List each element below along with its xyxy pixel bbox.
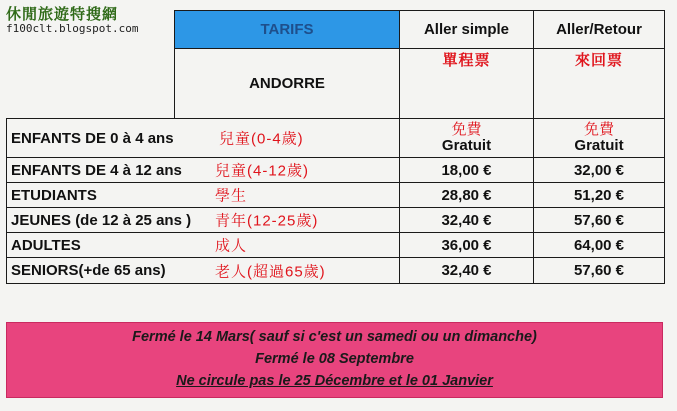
- watermark-url: f100clt.blogspot.com: [6, 22, 139, 36]
- price-cell-retour: 32,00 €: [534, 158, 665, 183]
- col-subheader-retour-zh: 來回票: [534, 49, 665, 119]
- destination-label: ANDORRE: [175, 49, 400, 119]
- table-row: [7, 183, 665, 208]
- table-row: [7, 158, 665, 183]
- price-cell-simple: 36,00 €: [400, 233, 534, 258]
- watermark-title: 休閒旅遊特搜網: [6, 5, 119, 23]
- table-row: [7, 233, 665, 258]
- category-label-zh: 青年(12-25歲): [215, 212, 319, 230]
- category-label: ADULTES: [11, 236, 81, 254]
- category-label-zh: 成人: [215, 237, 248, 255]
- price-cell-retour: 57,60 €: [534, 208, 665, 233]
- category-cell: [7, 258, 400, 284]
- col-header-aller-retour: Aller/Retour: [534, 11, 665, 49]
- table-row: [7, 258, 665, 284]
- price-cell-retour: 51,20 €: [534, 183, 665, 208]
- price-cell-simple: [400, 119, 534, 158]
- category-label: ENFANTS DE 4 à 12 ans: [11, 161, 182, 179]
- price-cell-simple: 32,40 €: [400, 258, 534, 284]
- price-cell-simple: 28,80 €: [400, 183, 534, 208]
- price-value: Gratuit: [574, 137, 624, 154]
- closure-notice: [6, 322, 663, 398]
- table-row: [7, 208, 665, 233]
- category-cell: [7, 119, 400, 158]
- price-cell-retour: [534, 119, 665, 158]
- blank-cell: [7, 49, 175, 119]
- category-label: ETUDIANTS: [11, 186, 97, 204]
- price-cell-retour: 57,60 €: [534, 258, 665, 284]
- price-cell-simple: 18,00 €: [400, 158, 534, 183]
- category-label-zh: 兒童(0-4歲): [219, 130, 304, 148]
- category-cell: [7, 183, 400, 208]
- blank-cell: [7, 11, 175, 49]
- free-label-zh: 免費: [583, 121, 614, 139]
- notice-line: Fermé le 14 Mars( sauf si c'est un samedi ou un dimanche): [132, 329, 537, 345]
- price-value: Gratuit: [441, 137, 492, 154]
- col-subheader-simple-zh: 單程票: [400, 49, 534, 119]
- notice-line: Fermé le 08 Septembre: [255, 351, 414, 367]
- category-label-zh: 老人(超過65歲): [215, 263, 326, 280]
- col-header-aller-simple: Aller simple: [400, 11, 534, 49]
- category-cell: [7, 208, 400, 233]
- category-label: ENFANTS DE 0 à 4 ans: [11, 129, 174, 147]
- notice-line: Ne circule pas le 25 Décembre et le 01 Janvier: [176, 373, 493, 389]
- category-label: JEUNES (de 12 à 25 ans ): [11, 211, 192, 229]
- price-cell-simple: 32,40 €: [400, 208, 534, 233]
- category-cell: [7, 158, 400, 183]
- category-label-zh: 兒童(4-12歲): [215, 162, 310, 180]
- tarifs-header: TARIFS: [175, 11, 400, 49]
- category-label-zh: 學生: [215, 187, 248, 205]
- free-label-zh: 免費: [451, 121, 482, 139]
- price-cell-retour: 64,00 €: [534, 233, 665, 258]
- tarifs-table: [6, 10, 665, 284]
- category-label: SENIORS(+de 65 ans): [11, 262, 166, 279]
- category-cell: [7, 233, 400, 258]
- table-row: [7, 119, 665, 158]
